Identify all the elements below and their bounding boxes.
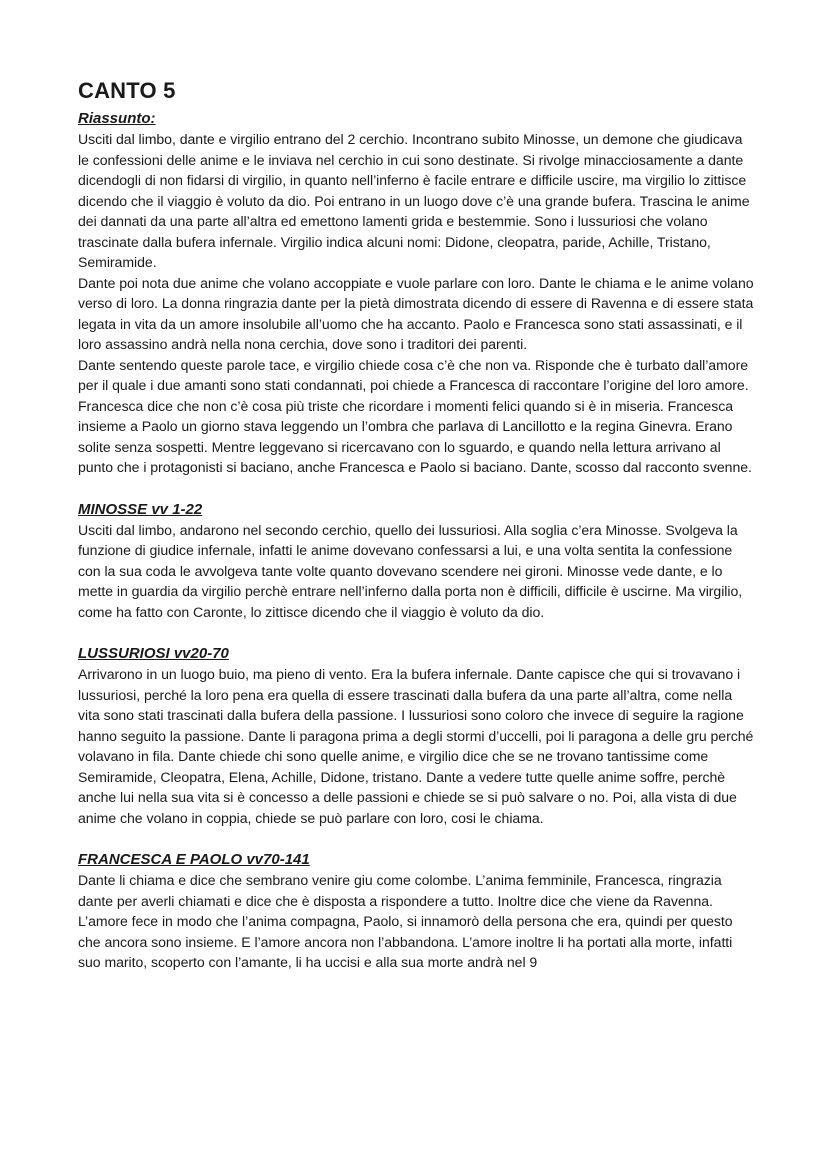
page-title: CANTO 5 xyxy=(78,78,176,103)
paragraph: Dante poi nota due anime che volano accoppiate e vuole parlare con loro. Dante le chiama e le anime volano verso di loro. La donna ringrazia dante per la pietà dimostrata dicendo di essere di Ravenna e di essere stata legata in vita da un amore insolubile all’uomo che ha accanto. Paolo e Francesca sono stati assassinati, e il loro assassino andrà nella nona cerchia, dove sono i traditori dei parenti. xyxy=(78,274,754,352)
paragraph: Usciti dal limbo, dante e virgilio entrano del 2 cerchio. Incontrano subito Minosse, un demone che giudicava le confessioni delle anime e le inviava nel cerchio in cui sono destinate. Si rivolge minacciosamente a dante dicendogli di non fidarsi di virgilio, in quanto nell’inferno è facile entrare e difficile uscire, ma virgilio lo zittisce dicendo che il viaggio è voluto da dio. Poi entrano in un luogo dove c’è una grande bufera. Trascina le anime dei dannati da una parte all’altra ed emettono lamenti grida e bestemmie. Sono i lussuriosi che volano trascinate dalla bufera infernale. Virgilio indica alcuni nomi: Didone, cleopatra, paride, Achille, Tristano, Semiramide. xyxy=(78,131,750,270)
section-minosse xyxy=(78,499,756,623)
document-page xyxy=(78,76,756,994)
section-riassunto xyxy=(78,108,756,478)
section-heading: Riassunto: xyxy=(78,110,156,127)
paragraph: Arrivarono in un luogo buio, ma pieno di vento. Era la bufera infernale. Dante capisce che qui si trovavano i lussuriosi, perché la loro pena era quella di essere trascinati dalla bufera da una parte all’altra, come nella vita sono stati trascinati dalla bufera della passione. I lussuriosi sono coloro che invece di seguire la ragione hanno seguito la passione. Dante li paragona prima a degli stormi d’uccelli, poi li paragona a delle gru perché volavano in fila. Dante chiede chi sono quelle anime, e virgilio dice che se ne trovano tantissime come Semiramide, Cleopatra, Elena, Achille, Didone, tristano. Dante a vedere tutte quelle anime soffre, perchè anche lui nella sua vita si è concesso a delle passioni e chiede se si può salvare o no. Poi, alla vista di due anime che volano in coppia, chiede se può parlare con loro, cosi le chiama. xyxy=(78,666,754,826)
paragraph: Dante sentendo queste parole tace, e virgilio chiede cosa c’è che non va. Risponde che è turbato dall’amore per il quale i due amanti sono stati condannati, poi chiede a Francesca di raccontare l’origine del loro amore. Francesca dice che non c’è cosa più triste che ricordare i momenti felici quando si è in miseria. Francesca insieme a Paolo un giorno stava leggendo un l’ombra che parlava di Lancillotto e la regina Ginevra. Erano solite senza sospetti. Mentre leggevano si ricercavano con lo sguardo, e quando nella lettura arrivano al punto che i protagonisti si baciano, anche Francesca e Paolo si baciano. Dante, scosso dal racconto svenne. xyxy=(78,356,752,475)
paragraph: Dante li chiama e dice che sembrano venire giu come colombe. L’anima femminile, Francesca, ringrazia dante per averli chiamati e dice che è disposta a rispondere a tutto. Inoltre dice che viene da Ravenna. L’amore fece in modo che l’anima compagna, Paolo, si innamorò della persona che era, quindi per questo che ancora sono insieme. E l’amore ancora non l’abbandona. L’amore inoltre li ha portati alla morte, infatti suo marito, scoperto con l’amante, li ha uccisi e alla sua morte andrà nel 9 xyxy=(78,872,733,970)
section-heading: MINOSSE vv 1-22 xyxy=(78,500,203,518)
paragraph: Usciti dal limbo, andarono nel secondo cerchio, quello dei lussuriosi. Alla soglia c’era Minosse. Svolgeva la funzione di giudice infernale, infatti le anime dovevano confessarsi a lui, e una volta sentita la confessione con la sua coda le avvolgeva tante volte quanto dovevano scendere nei gironi. Minosse vede dante, e lo mette in guardia da virgilio perchè entrare nell’inferno dalla porta non è difficili, difficile è uscirne. Ma virgilio, come ha fatto con Caronte, lo zittisce dicendo che il viaggio è voluto da dio. xyxy=(78,521,743,620)
section-francesca-e-paolo xyxy=(78,849,756,973)
section-heading: FRANCESCA E PAOLO vv70-141 xyxy=(78,851,310,868)
section-lussuriosi xyxy=(78,643,756,828)
section-heading: LUSSURIOSI vv20-70 xyxy=(78,645,229,662)
